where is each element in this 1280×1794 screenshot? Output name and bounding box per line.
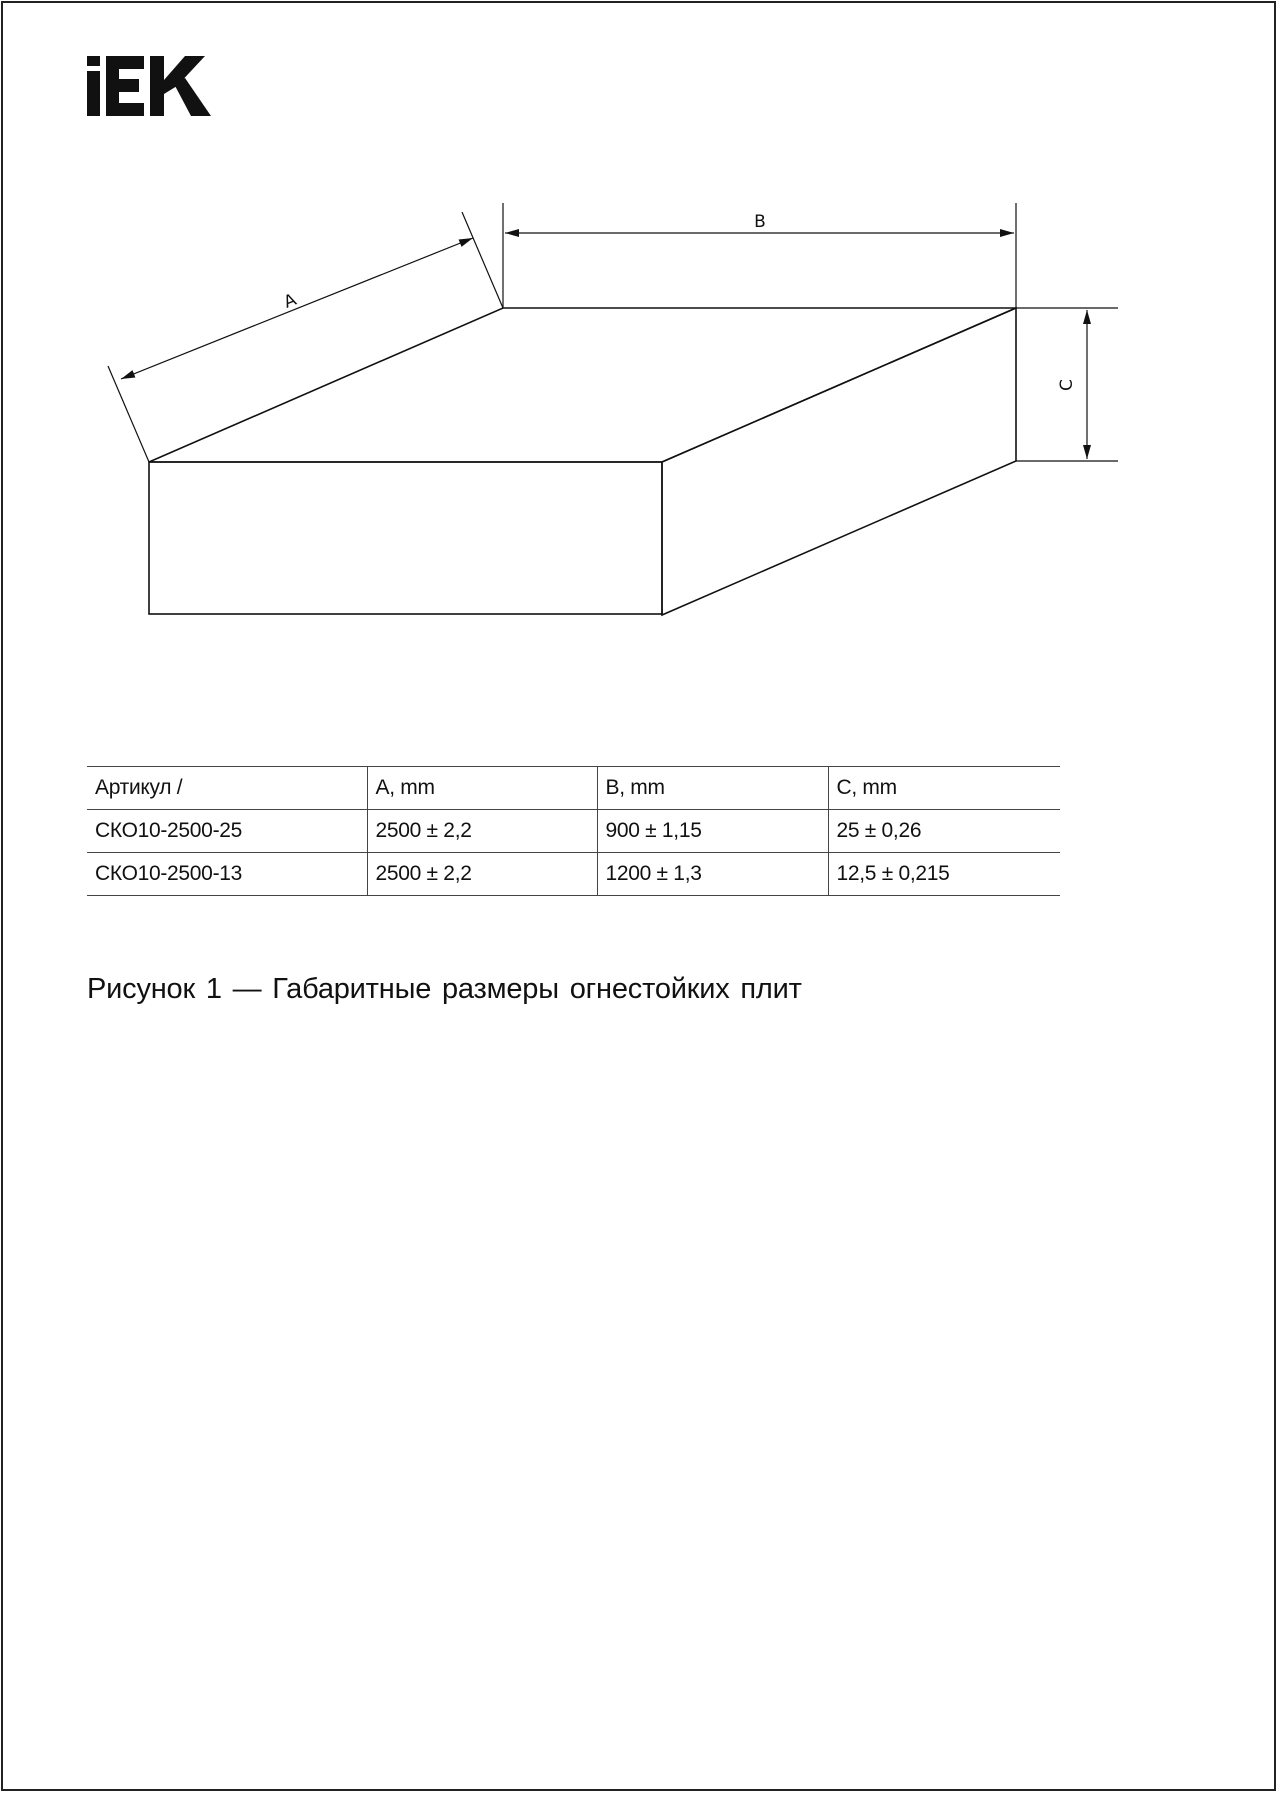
board-right-face xyxy=(662,308,1016,615)
cell-article: СКО10-2500-13 xyxy=(87,853,367,896)
dimension-b-label: B xyxy=(754,212,766,232)
figure-caption: Рисунок 1 — Габаритные размеры огнестойких плит xyxy=(87,973,802,1005)
table-row xyxy=(87,853,1060,896)
header-article: Артикул / xyxy=(87,767,367,810)
dimensions-table xyxy=(87,766,1060,896)
cell-b: 1200 ± 1,3 xyxy=(597,853,828,896)
board-top-face xyxy=(149,308,1016,462)
header-c: C, mm xyxy=(828,767,1060,810)
cell-article: СКО10-2500-25 xyxy=(87,810,367,853)
cell-b: 900 ± 1,15 xyxy=(597,810,828,853)
dimension-drawing xyxy=(0,0,1280,680)
cell-c: 25 ± 0,26 xyxy=(828,810,1060,853)
dimension-c-label: C xyxy=(1057,379,1077,391)
board-front-face xyxy=(149,462,662,614)
cell-c: 12,5 ± 0,215 xyxy=(828,853,1060,896)
board-outline xyxy=(149,308,1016,615)
header-b: B, mm xyxy=(597,767,828,810)
header-a: A, mm xyxy=(367,767,597,810)
cell-a: 2500 ± 2,2 xyxy=(367,810,597,853)
table-row xyxy=(87,810,1060,853)
cell-a: 2500 ± 2,2 xyxy=(367,853,597,896)
dimension-a xyxy=(108,212,503,462)
table-header-row xyxy=(87,767,1060,810)
dimension-a-label: A xyxy=(280,289,300,313)
